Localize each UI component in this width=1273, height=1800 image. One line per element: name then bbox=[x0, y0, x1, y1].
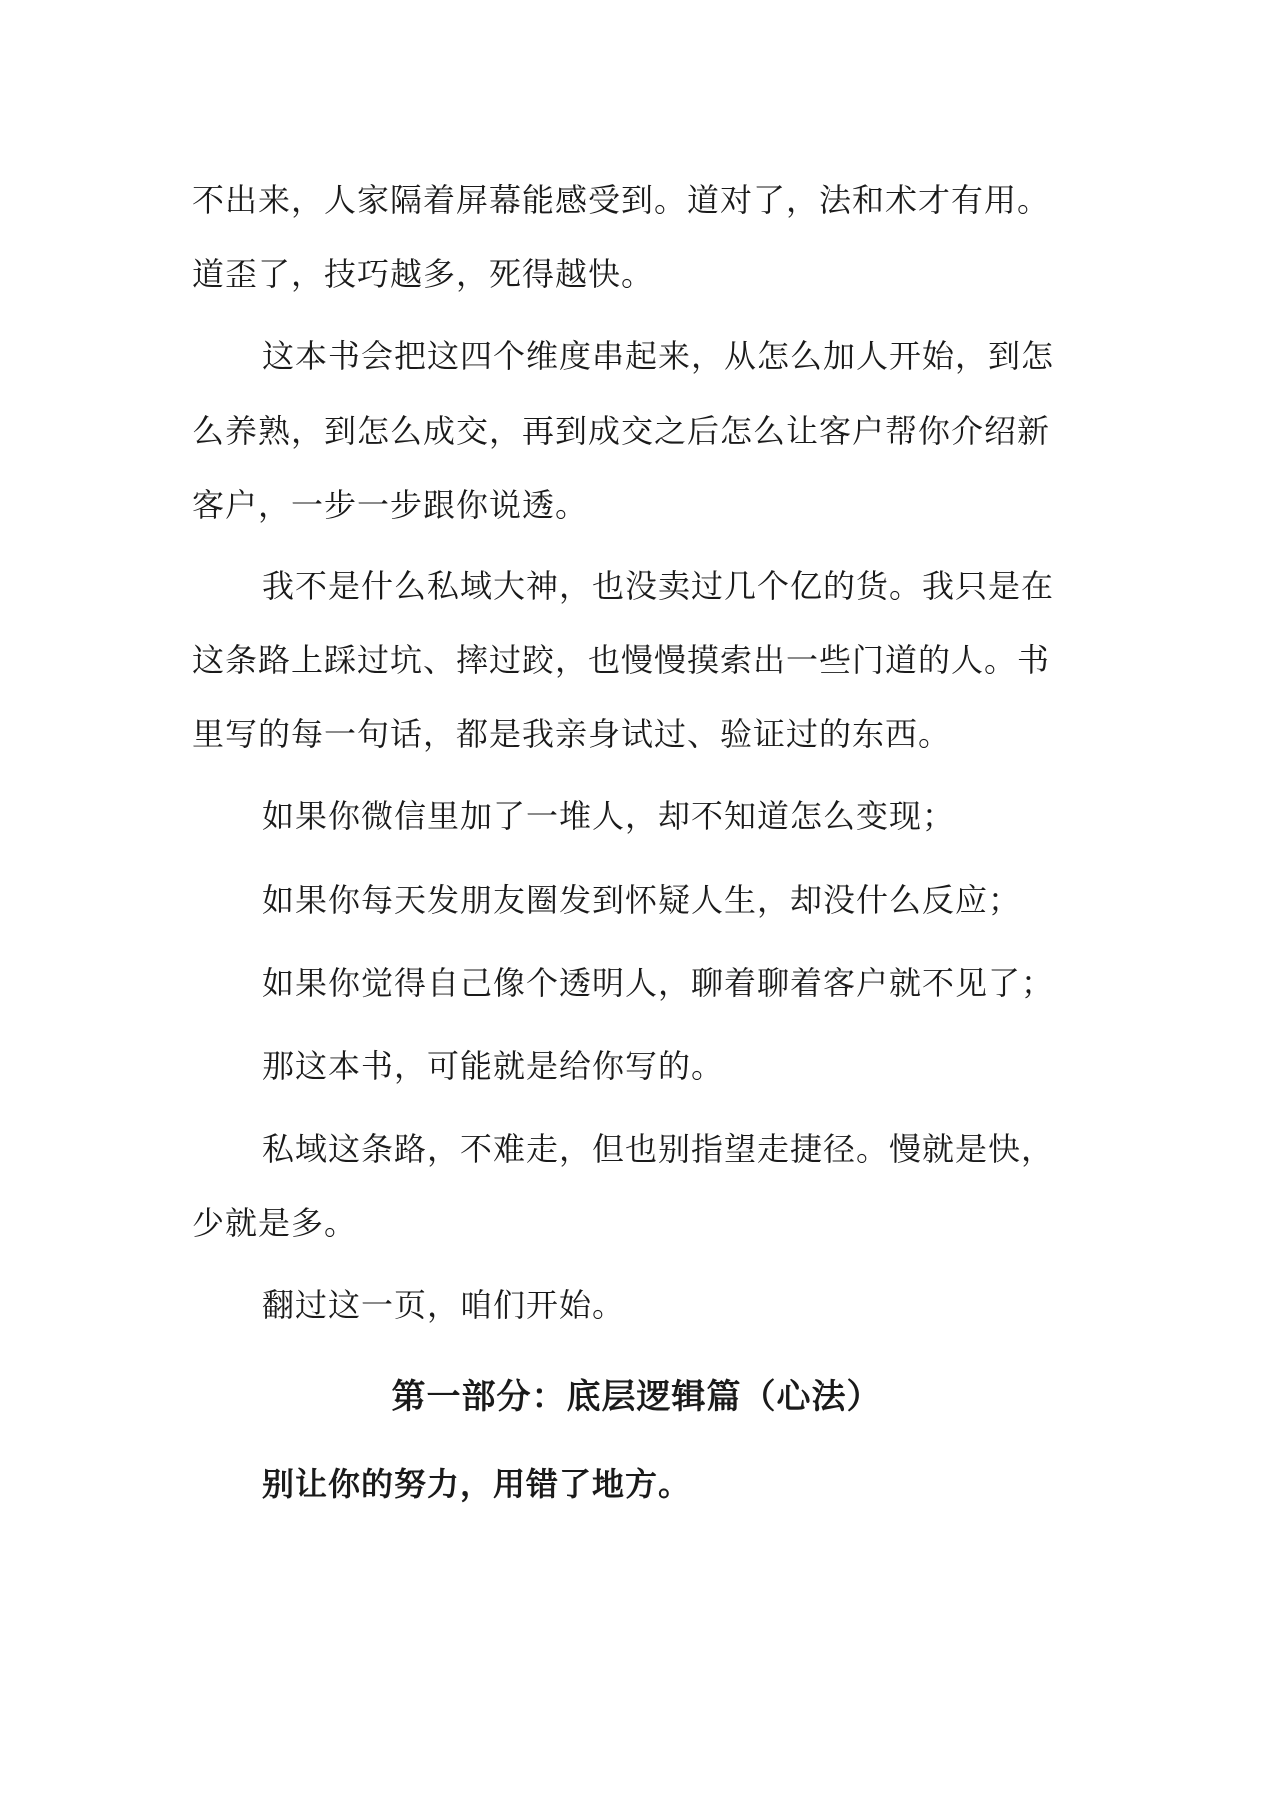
text-line: 里写的每一句话，都是我亲身试过、验证过的东西。 bbox=[192, 715, 952, 753]
text-line: 少就是多。 bbox=[192, 1204, 358, 1242]
text-line: 客户，一步一步跟你说透。 bbox=[192, 486, 589, 524]
paragraph-line: 如果你微信里加了一堆人，却不知道怎么变现； bbox=[262, 797, 956, 835]
paragraph-start-line: 私域这条路，不难走，但也别指望走捷径。慢就是快， bbox=[262, 1130, 1055, 1168]
text-line: 这条路上踩过坑、摔过跤，也慢慢摸索出一些门道的人。书 bbox=[192, 641, 1051, 679]
paragraph-line: 那这本书，可能就是给你写的。 bbox=[262, 1047, 725, 1085]
paragraph-start-line: 这本书会把这四个维度串起来，从怎么加人开始，到怎 bbox=[262, 337, 1055, 375]
section-title: 第一部分：底层逻辑篇（心法） bbox=[391, 1377, 882, 1417]
paragraph-line: 如果你每天发朋友圈发到怀疑人生，却没什么反应； bbox=[262, 881, 1022, 919]
paragraph-line: 翻过这一页，咱们开始。 bbox=[262, 1286, 626, 1324]
text-line: 道歪了，技巧越多，死得越快。 bbox=[192, 255, 655, 293]
paragraph-start-line: 我不是什么私域大神，也没卖过几个亿的货。我只是在 bbox=[262, 567, 1055, 605]
paragraph-line: 如果你觉得自己像个透明人，聊着聊着客户就不见了； bbox=[262, 964, 1055, 1002]
text-line: 不出来，人家隔着屏幕能感受到。道对了，法和术才有用。 bbox=[192, 181, 1051, 219]
text-line: 么养熟，到怎么成交，再到成交之后怎么让客户帮你介绍新 bbox=[192, 412, 1051, 450]
section-subtitle: 别让你的努力，用错了地方。 bbox=[262, 1465, 692, 1503]
